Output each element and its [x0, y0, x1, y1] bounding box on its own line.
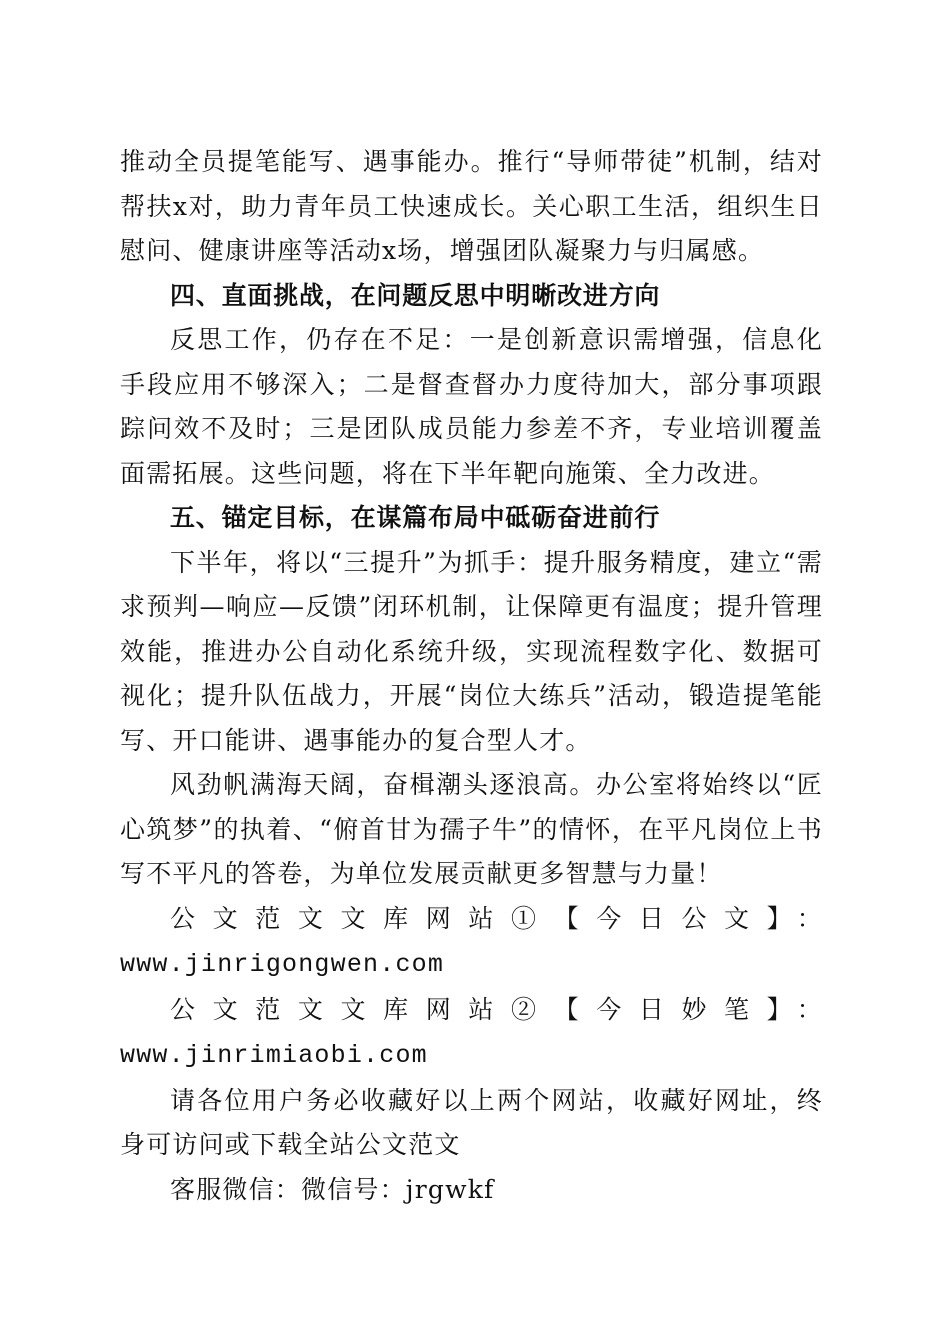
paragraph-team-building: 推动全员提笔能写、遇事能办。推行“导师带徒”机制，结对帮扶x对，助力青年员工快速成长。关心职工生活，组织生日慰问、健康讲座等活动x场，增强团队凝聚力与归属感。	[120, 147, 823, 265]
footer-wechat: 客服微信：微信号：jrgwkf	[170, 1174, 495, 1204]
footer-site2-label: 公文范文文库网站②【今日妙笔】：	[170, 994, 823, 1024]
paragraph-reflection: 反思工作，仍存在不足：一是创新意识需增强，信息化手段应用不够深入；二是督查督办力度待加大，部分事项跟踪问效不及时；三是团队成员能力参差不齐，专业培训覆盖面需拓展。这些问题，将在下半年靶向施策、全力改进。	[120, 325, 823, 488]
document-page	[120, 140, 823, 1212]
section-heading-four: 四、直面挑战，在问题反思中明晰改进方向	[170, 280, 661, 310]
paragraph-closing: 风劲帆满海天阔，奋楫潮头逐浪高。办公室将始终以“匠心筑梦”的执着、“俯首甘为孺子牛”的情怀，在平凡岗位上书写不平凡的答卷，为单位发展贡献更多智慧与力量！	[120, 770, 823, 888]
footer-site1-line	[120, 897, 823, 942]
footer-site1-url[interactable]: www.jinrigongwen.com	[120, 950, 445, 979]
footer-site2-line	[120, 988, 823, 1079]
footer-site2-url[interactable]: www.jinrimiaobi.com	[120, 1041, 428, 1070]
footer-notice: 请各位用户务必收藏好以上两个网站，收藏好网址，终身可访问或下载全站公文范文	[120, 1085, 823, 1159]
section-heading-five: 五、锚定目标，在谋篇布局中砥砺奋进前行	[170, 503, 661, 532]
footer-site1-label: 公文范文文库网站①【今日公文】：	[170, 903, 823, 933]
paragraph-goals: 下半年，将以“三提升”为抓手：提升服务精度，建立“需求预判—响应—反馈”闭环机制，让保障更有温度；提升管理效能，推进办公自动化系统升级，实现流程数字化、数据可视化；提升队伍战力，开展“岗位大练兵”活动，锻造提笔能写、开口能讲、遇事能办的复合型人才。	[120, 547, 823, 755]
footer-site1-url-line	[120, 941, 823, 988]
